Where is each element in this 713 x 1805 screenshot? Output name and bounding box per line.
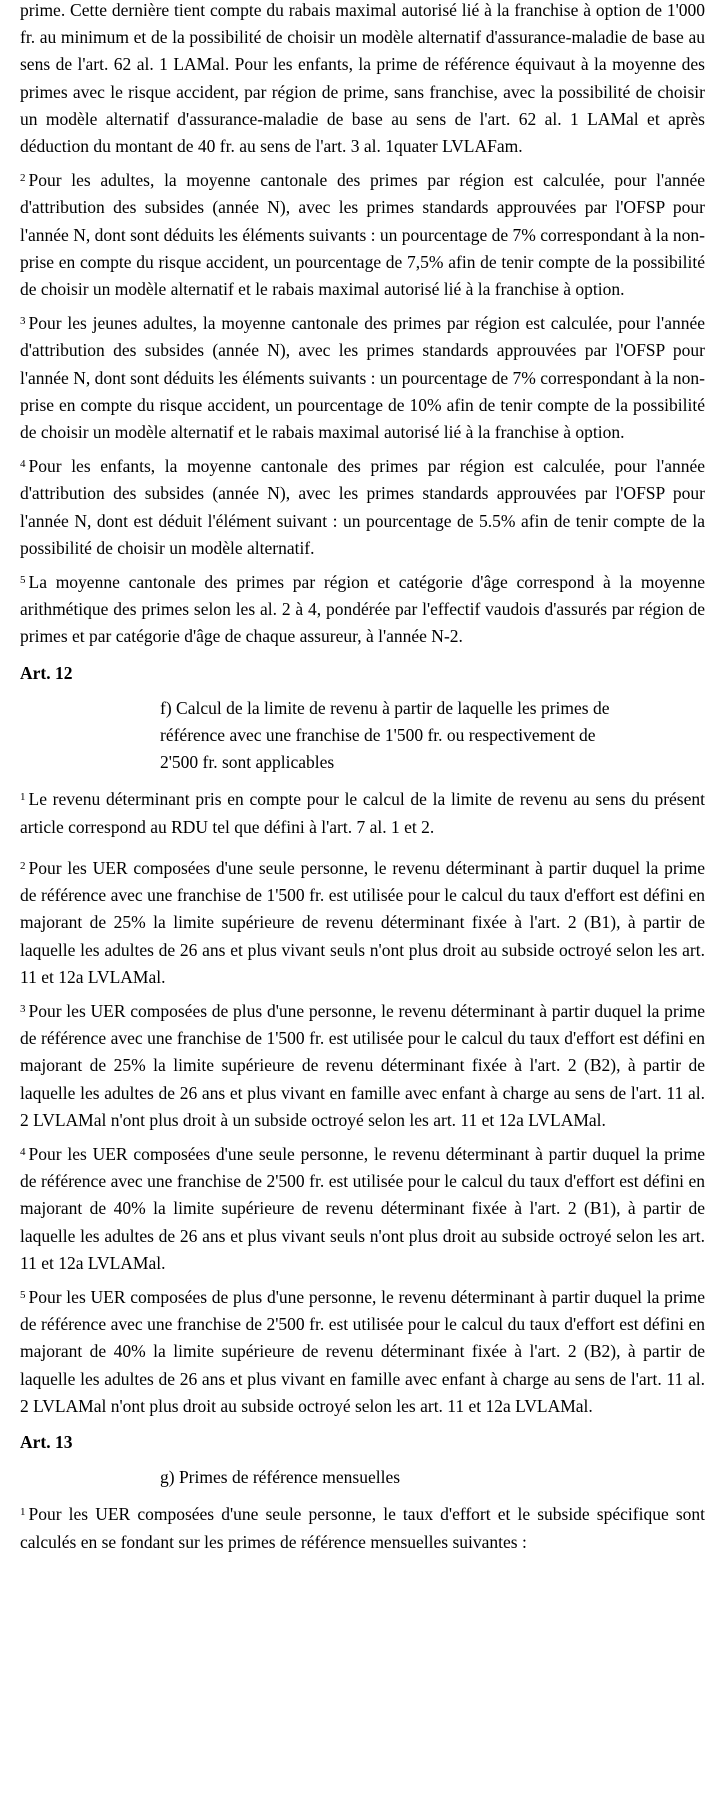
paragraph-text: Pour les UER composées d'une seule personne, le revenu déterminant à partir duquel la prime de référence avec une franchise de 2'500 fr. est utilisée pour le calcul du taux d'effort est défini en majorant de 40% la limite supérieure de revenu déterminant fixée à l'art. 2 (B1), à partir de laquelle les adultes de 26 ans et plus vivant seuls n'ont plus droit au subside octroyé selon les art. 11 et 12a LVLAMal. [20,1143,705,1273]
paragraph-number: 3 [20,1002,26,1015]
paragraph-text: Pour les UER composées d'une seule personne, le taux d'effort et le subside spécifique sont calculés en se fondant sur les primes de référence mensuelles suivantes : [20,1504,705,1552]
paragraph-number: 1 [20,1506,26,1519]
paragraph-number: 4 [20,1145,26,1158]
document-page [20,0,705,1563]
paragraph-number: 4 [20,458,26,471]
paragraph-text: Pour les adultes, la moyenne cantonale des primes par région est calculée, pour l'année d'attribution des subsides (année N), avec les primes standards approuvées par l'OFSP pour l'année N, dont sont déduits les éléments suivants : un pourcentage de 7% correspondant à la non-prise en compte du risque accident, un pourcentage de 7,5% afin de tenir compte de la possibilité de choisir un modèle alternatif et le rabais maximal autorisé lié à la franchise à option. [20,170,705,300]
art12-paragraph-5 [20,1284,705,1420]
article-13-title: Art. 13 [20,1431,73,1452]
paragraph-number: 2 [20,859,26,872]
paragraph-2 [20,167,705,303]
article-13-subtitle: g) Primes de référence mensuelles [160,1467,401,1488]
paragraph-4 [20,453,705,562]
article-12-title: Art. 12 [20,662,73,683]
paragraph-5 [20,569,705,651]
paragraph-text: Pour les UER composées de plus d'une personne, le revenu déterminant à partir duquel la prime de référence avec une franchise de 2'500 fr. est utilisée pour le calcul du taux d'effort est défini en majorant de 40% la limite supérieure de revenu déterminant fixée à l'art. 2 (B2), à partir de laquelle les adultes de 26 ans et plus vivant en famille avec enfant à charge au sens de l'art. 11 al. 2 LVLAMal n'ont plus droit au subside octroyé selon les art. 11 et 12a LVLAMal. [20,1286,705,1416]
paragraph-3 [20,310,705,446]
paragraph-continuation [20,0,705,160]
paragraph-text: La moyenne cantonale des primes par région et catégorie d'âge correspond à la moyenne arithmétique des primes selon les al. 2 à 4, pondérée par l'effectif vaudois d'assurés par région de primes et par catégorie d'âge de chaque assureur, à l'année N-2. [20,572,705,647]
paragraph-number: 5 [20,1288,26,1301]
art12-paragraph-1 [20,786,705,840]
paragraph-number: 3 [20,315,26,328]
art12-paragraph-2 [20,855,705,991]
art13-paragraph-1 [20,1501,705,1555]
paragraph-text: Pour les UER composées d'une seule personne, le revenu déterminant à partir duquel la prime de référence avec une franchise de 1'500 fr. est utilisée pour le calcul du taux d'effort est défini en majorant de 25% la limite supérieure de revenu déterminant fixée à l'art. 2 (B1), à partir de laquelle les adultes de 26 ans et plus vivant seuls n'ont plus droit au subside octroyé selon les art. 11 et 12a LVLAMal. [20,857,705,987]
art12-paragraph-4 [20,1141,705,1277]
paragraph-text: Pour les enfants, la moyenne cantonale des primes par région est calculée, pour l'année d'attribution des subsides (année N), avec les primes standards approuvées par l'OFSP pour l'année N, dont est déduit l'élément suivant : un pourcentage de 5.5% afin de tenir compte de la possibilité de choisir un modèle alternatif. [20,456,705,558]
paragraph-number: 5 [20,574,26,587]
paragraph-text: prime. Cette dernière tient compte du rabais maximal autorisé lié à la franchise à option de 1'000 fr. au minimum et de la possibilité de choisir un modèle alternatif d'assurance-maladie de base au sens de l'art. 62 al. 1 LAMal. Pour les enfants, la prime de référence équivaut à la moyenne des primes avec le risque accident, par région de prime, sans franchise, avec la possibilité de choisir un modèle alternatif d'assurance-maladie de base au sens de l'art. 62 al. 1 LAMal et après déduction du montant de 40 fr. au sens de l'art. 3 al. 1quater LVLAFam. [20,0,705,157]
paragraph-number: 2 [20,172,26,185]
paragraph-text: Le revenu déterminant pris en compte pour le calcul de la limite de revenu au sens du présent article correspond au RDU tel que défini à l'art. 7 al. 1 et 2. [20,789,705,837]
paragraph-text: Pour les UER composées de plus d'une personne, le revenu déterminant à partir duquel la prime de référence avec une franchise de 1'500 fr. est utilisée pour le calcul du taux d'effort est défini en majorant de 25% la limite supérieure de revenu déterminant fixée à l'art. 2 (B2), à partir de laquelle les adultes de 26 ans et plus vivant en famille avec enfant à charge au sens de l'art. 11 al. 2 LVLAMal n'ont plus droit à un subside octroyé selon les art. 11 et 12a LVLAMal. [20,1000,705,1130]
paragraph-text: Pour les jeunes adultes, la moyenne cantonale des primes par région est calculée, pour l'année d'attribution des subsides (année N), avec les primes standards approuvées par l'OFSP pour l'année N, dont sont déduits les éléments suivants : un pourcentage de 7% correspondant à la non-prise en compte du risque accident, un pourcentage de 10% afin de tenir compte de la possibilité de choisir un modèle alternatif et le rabais maximal autorisé lié à la franchise à option. [20,313,705,443]
article-12-subtitle: f) Calcul de la limite de revenu à partir de laquelle les primes de référence avec une franchise de 1'500 fr. ou respectivement de 2'500 fr. sont applicables [160,697,610,773]
paragraph-number: 1 [20,791,26,804]
art12-paragraph-3 [20,998,705,1134]
